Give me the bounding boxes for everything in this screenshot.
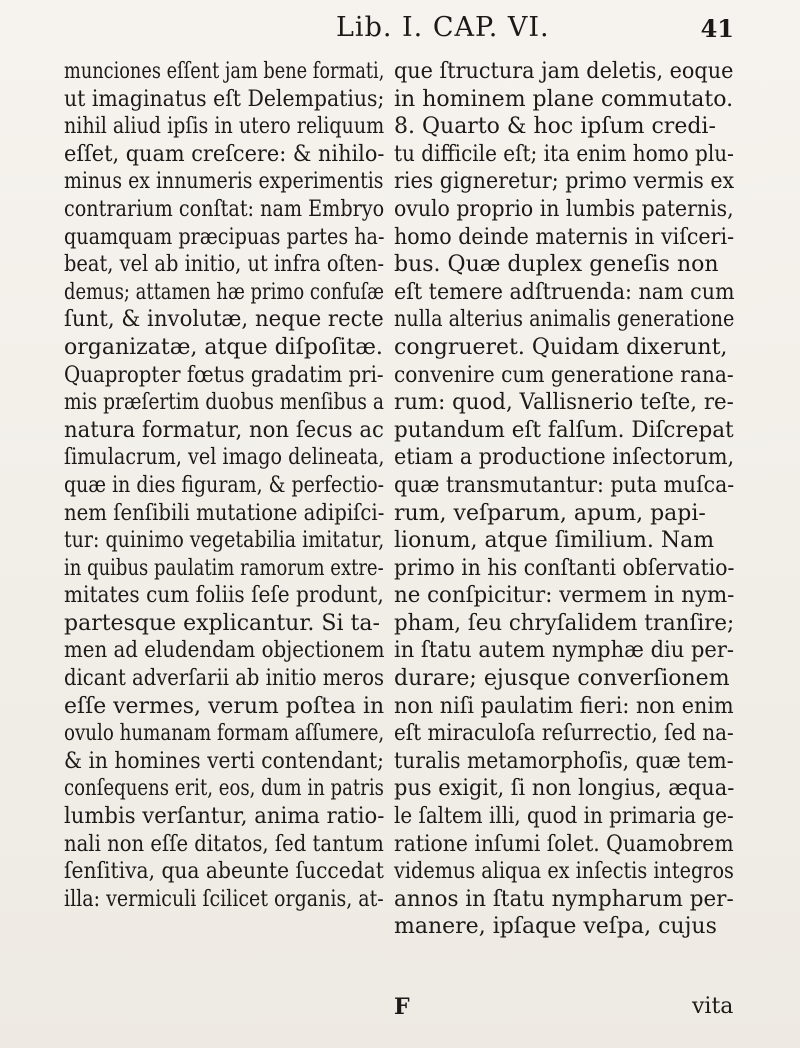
- text-line: nali non eſſe ditatos, ſed tantum: [64, 831, 384, 857]
- text-line: le ſaltem illi, quod in primaria ge-: [394, 804, 734, 830]
- text-line: in quibus paulatim ramorum extre-: [64, 555, 384, 581]
- text-line: videmus aliqua ex inſectis integros: [394, 859, 734, 885]
- text-line: natura formatur, non ſecus ac: [64, 417, 384, 443]
- text-line: quæ transmutantur: puta muſca-: [394, 472, 735, 498]
- text-line: convenire cum generatione rana-: [394, 362, 734, 388]
- text-line: Quapropter fœtus gradatim pri-: [64, 362, 384, 388]
- text-line: putandum eſt falſum. Diſcrepat: [394, 417, 734, 443]
- text-line: beat, vel ab initio, ut infra oſten-: [64, 252, 385, 278]
- text-line: tur: quinimo vegetabilia imitatur,: [64, 528, 385, 554]
- left-text-column: [64, 58, 384, 913]
- text-line: ſenſitiva, qua abeunte ſuccedat: [64, 859, 384, 885]
- text-line: lionum, atque ſimilium. Nam: [394, 528, 715, 554]
- text-line: 8. Quarto & hoc ipſum credi-: [394, 114, 716, 140]
- text-line: mitates cum foliis ſeſe produnt,: [64, 583, 384, 609]
- text-line: nihil aliud ipſis in utero reliquum: [64, 114, 385, 140]
- text-line: nem ſenſibili mutatione adipiſci-: [64, 500, 385, 526]
- text-line: durare; ejusque converſionem: [394, 666, 730, 692]
- text-line: men ad eludendam objectionem: [64, 638, 385, 664]
- text-line: annos in ſtatu nympharum per-: [394, 886, 734, 912]
- text-line: tu difficile eſt; ita enim homo plu-: [394, 141, 734, 167]
- text-line: pus exigit, ſi non longius, æqua-: [394, 776, 735, 802]
- text-line: partesque explicantur. Si ta-: [64, 610, 380, 636]
- text-line: etiam a productione inſectorum,: [394, 445, 735, 471]
- text-line: eſt miraculoſa reſurrectio, ſed na-: [394, 721, 734, 747]
- text-line: primo in his conſtanti obſervatio-: [394, 555, 735, 581]
- text-line: ut imaginatus eſt Delempatius;: [64, 86, 385, 112]
- text-line: que ſtructura jam deletis, eoque: [394, 59, 734, 84]
- text-line: eſſe vermes, verum poſtea in: [64, 693, 385, 719]
- signature-mark: F: [394, 994, 410, 1020]
- text-line: contrarium conſtat: nam Embryo: [64, 196, 385, 222]
- text-line: rum: quod, Vallisnerio teſte, re-: [394, 390, 734, 416]
- text-line: non niſi paulatim fieri: non enim: [394, 693, 734, 719]
- text-line: munciones eſſent jam bene formati,: [64, 59, 385, 84]
- text-line: organizatæ, atque diſpoſitæ.: [64, 334, 383, 360]
- right-text-column: [394, 58, 734, 941]
- text-line: demus; attamen hæ primo confuſæ: [64, 279, 385, 305]
- text-line: dicant adverſarii ab initio meros: [64, 666, 385, 692]
- text-line: homo deinde maternis in viſceri-: [394, 224, 735, 250]
- text-line: ovulo proprio in lumbis paternis,: [394, 196, 734, 222]
- text-line: eſſet, quam creſcere: & nihilo-: [64, 141, 385, 167]
- text-line: pham, ſeu chryſalidem tranſire;: [394, 610, 735, 636]
- text-line: ries gigneretur; primo vermis ex: [394, 169, 735, 195]
- text-line: lumbis verſantur, anima ratio-: [64, 804, 385, 830]
- page-number: 41: [700, 14, 734, 43]
- text-line: manere, ipſaque veſpa, cujus: [394, 914, 717, 940]
- text-line: ratione inſumi ſolet. Quamobrem: [394, 831, 734, 857]
- text-line: nulla alterius animalis generatione: [394, 307, 735, 333]
- text-line: in ſtatu autem nymphæ diu per-: [394, 638, 735, 664]
- text-line: quæ in dies figuram, & perfectio-: [64, 472, 385, 498]
- text-line: bus. Quæ duplex geneſis non: [394, 252, 719, 278]
- text-line: ovulo humanam formam aſſumere,: [64, 721, 385, 747]
- page-header: [60, 8, 740, 52]
- text-line: in hominem plane commutato.: [394, 86, 734, 112]
- text-line: conſequens erit, eos, dum in patris: [64, 776, 384, 802]
- text-line: turalis metamorphoſis, quæ tem-: [394, 748, 734, 774]
- text-line: ſunt, & involutæ, neque recte: [64, 307, 384, 333]
- text-line: rum, veſparum, apum, papi-: [394, 500, 706, 526]
- running-title: Lib. I. CAP. VI.: [336, 12, 550, 43]
- text-line: illa: vermiculi ſcilicet organis, at-: [64, 886, 384, 912]
- text-line: & in homines verti contendant;: [64, 748, 384, 774]
- text-line: ne conſpicitur: vermem in nym-: [394, 583, 735, 609]
- text-line: minus ex innumeris experimentis: [64, 169, 384, 195]
- text-line: eſt temere adſtruenda: nam cum: [394, 279, 735, 305]
- text-line: congrueret. Quidam dixerunt,: [394, 334, 728, 360]
- text-line: ſimulacrum, vel imago delineata,: [64, 445, 385, 471]
- text-line: mis præſertim duobus menſibus a: [64, 390, 384, 416]
- catchword: vita: [692, 994, 734, 1019]
- text-line: quamquam præcipuas partes ha-: [64, 224, 385, 250]
